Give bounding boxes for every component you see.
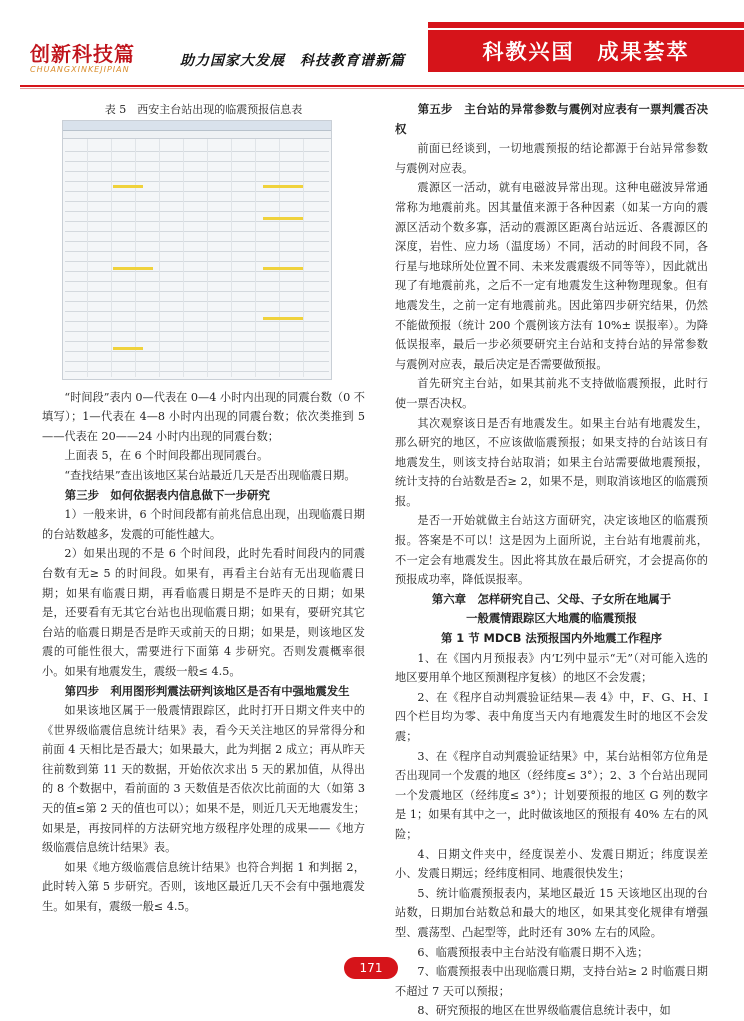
paragraph: 2）如果出现的不是 6 个时间段，此时先看时间段内的同震台数有无≥ 5 的时间段。如果有，再看主台站有无出现临震日期；如果有临震日期，再看临震日期是不是昨天的日期；如果是，还要看有无其它台站也出现临震日期；如果有，要研究其它台站的临震日期是否是昨天或前天的日期；如果是，则该地区发震的可能性很大，需要进行下面第 4 步研究。否则发震概率很小。如果有地震发生，震级一般≤ 4.5。 [42, 547, 365, 678]
paragraph: 上面表 5，在 6 个时间段都出现同震台。 [64, 449, 269, 463]
step4-heading: 第四步 利用图形判震法研判该地区是否有中强地震发生 [64, 683, 350, 698]
paragraph: 如果《地方级临震信息统计结果》也符合判据 1 和判据 2，此时转入第 5 步研究。否则，该地区最近几天不会有中强地震发生。如果有，震级一般≤ 4.5。 [42, 860, 365, 914]
header-banner: 科教兴国 成果荟萃 [428, 30, 744, 72]
header-slogan: 助力国家大发展 科技教育谱新篇 [180, 53, 405, 69]
paragraph: 6、临震预报表中主台站没有临震日期不入选； [417, 945, 649, 959]
section1-heading: 第 1 节 MDCB 法预报国内外地震工作程序 [440, 631, 663, 646]
paragraph: 7、临震预报表中出现临震日期，支持台站≥ 2 时临震日期不超过 7 天可以预报； [395, 965, 708, 998]
paragraph: 1）一般来讲，6 个时间段都有前兆信息出现，出现临震日期的台站数越多，发震的可能性越大。 [42, 508, 365, 541]
paragraph: 2、在《程序自动判震验证结果—表 4》中，F、G、H、I 四个栏目均为零、表中角度当天内有地震发生时的地区不会发震； [395, 690, 708, 743]
header-divider-thin [20, 88, 744, 89]
window-toolbar [63, 131, 331, 139]
table-screenshot [62, 120, 332, 380]
step5-heading: 第五步 主台站的异常参数与震例对应表有一票判震否决权 [395, 102, 708, 136]
step3-heading: 第三步 如何依据表内信息做下一步研究 [64, 487, 270, 502]
header-divider [20, 85, 744, 87]
paragraph: 前面已经谈到，一切地震预报的结论都源于台站异常参数与震例对应表。 [395, 142, 708, 175]
paragraph: “查找结果”查出该地区某台站最近几天是否出现临震日期。 [64, 468, 356, 482]
paragraph: 8、研究预报的地区在世界级临震信息统计表中，如 [417, 1004, 671, 1018]
paragraph: 3、在《程序自动判震验证结果》中，某台站相邻方位角是否出现同一个发震的地区（经纬度≤ 3°）；2、3 个台站出现同一个发震地区（经纬度≤ 3°）；计划要预报的地区 G 列的数字是 1；如果有其中之一，此时做该地区的预报有 40% 左右的风险； [395, 749, 708, 841]
window-titlebar [63, 121, 331, 131]
paragraph: 首先研究主台站，如果其前兆不支持做临震预报，此时行使一票否决权。 [395, 377, 708, 410]
page-header [0, 0, 744, 88]
page-number: 171 [344, 957, 398, 979]
paragraph: 其次观察该日是否有地震发生。如果主台站有地震发生，那么研究的地区，不应该做临震预报；如果支持的台站该日有地震发生，则该支持台站取消；如果主台站需要做地震预报，统计支持的台站数是否≥ 2，如果不是，则取消该地区的临震预报。 [395, 416, 708, 508]
section-logo [30, 38, 135, 74]
paragraph: “时间段”表内 0—代表在 0—4 小时内出现的同震台数（0 不填写）；1—代表在 4—8 小时内出现的同震台数；依次类推到 5——代表在 20——24 小时内出现的同震台数； [42, 390, 365, 443]
banner-top-strip [428, 22, 744, 28]
chapter6-heading-line1: 第六章 怎样研究自己、父母、子女所在地属于 [431, 591, 672, 606]
logo-pinyin: CHUANGXINKEJIPIAN [30, 65, 130, 74]
paragraph: 震源区一活动，就有电磁波异常出现。这种电磁波异常通常称为地震前兆。因其量值来源于各种因素（如某一方向的震源区活动个数多寡，活动的震源区距离台站远近、各震源区的深度，岩性、应力场（温度场）不同，活动的时间段不同，各行星与地球所处位置不同、未来发震震级不同等等），因此就出现了有地震前兆，之后不一定有地震发生这种物理现象。但有地震发生，之前一定有地震前兆。因此第四步研究结果，仍然不能做预报（统计 200 个震例该方法有 10%± 误报率）。为降低误报率，最后一步必须要研究主台站和支持台站的异常参数与震例对应表，最后决定是否需要做预报。 [395, 181, 708, 371]
paragraph: 是否一开始就做主台站这方面研究，决定该地区的临震预报。答案是不可以！这是因为上面所说，主台站有地震前兆，不一定会有地震发生。因此将其放在最后研究，才会提高你的预报成功率，降低误报率。 [395, 514, 708, 587]
paragraph: 1、在《国内月预报表》内‘L’列中显示“无”（对可能入选的地区要用单个地区预测程序复核）的地区不会发震； [395, 651, 708, 685]
chapter6-heading-line2: 一般震情跟踪区大地震的临震预报 [466, 611, 637, 626]
paragraph: 4、日期文件夹中，经度误差小、发震日期近；纬度误差小、发震日期远；经纬度相同、地震很快发生； [395, 847, 708, 881]
logo-chinese: 创新科技篇 [30, 42, 135, 66]
left-column [42, 100, 365, 917]
paragraph: 如果该地区属于一般震情跟踪区，此时打开日期文件夹中的《世界级临震信息统计结果》表，看今天关注地区的异常得分和前面 4 天相比是否最大；如果最大，此为判据 2 成立；再从昨天往前数到第 11 天的数据，开始依次求出 5 天的累加值，从得出的 8 个数据中，看前面的 3 天数值是否依次比前面的大（如第 3 天的值≤第 2 天的值也可以）；如果不是，则近几天无地震发生；如果是，再按同样的方法研究地方级程序处理的成果——《地方级临震信息统计结果》表。 [42, 704, 365, 855]
paragraph: 5、统计临震预报表内，某地区最近 15 天该地区出现的台站数，日期加台站数总和最大的地区，如果其变化规律有增强型、震荡型、凸起型等，此时还有 30% 左右的风险。 [395, 886, 708, 939]
table-caption: 表 5 西安主台站出现的临震预报信息表 [104, 103, 303, 116]
right-column [395, 100, 708, 1021]
